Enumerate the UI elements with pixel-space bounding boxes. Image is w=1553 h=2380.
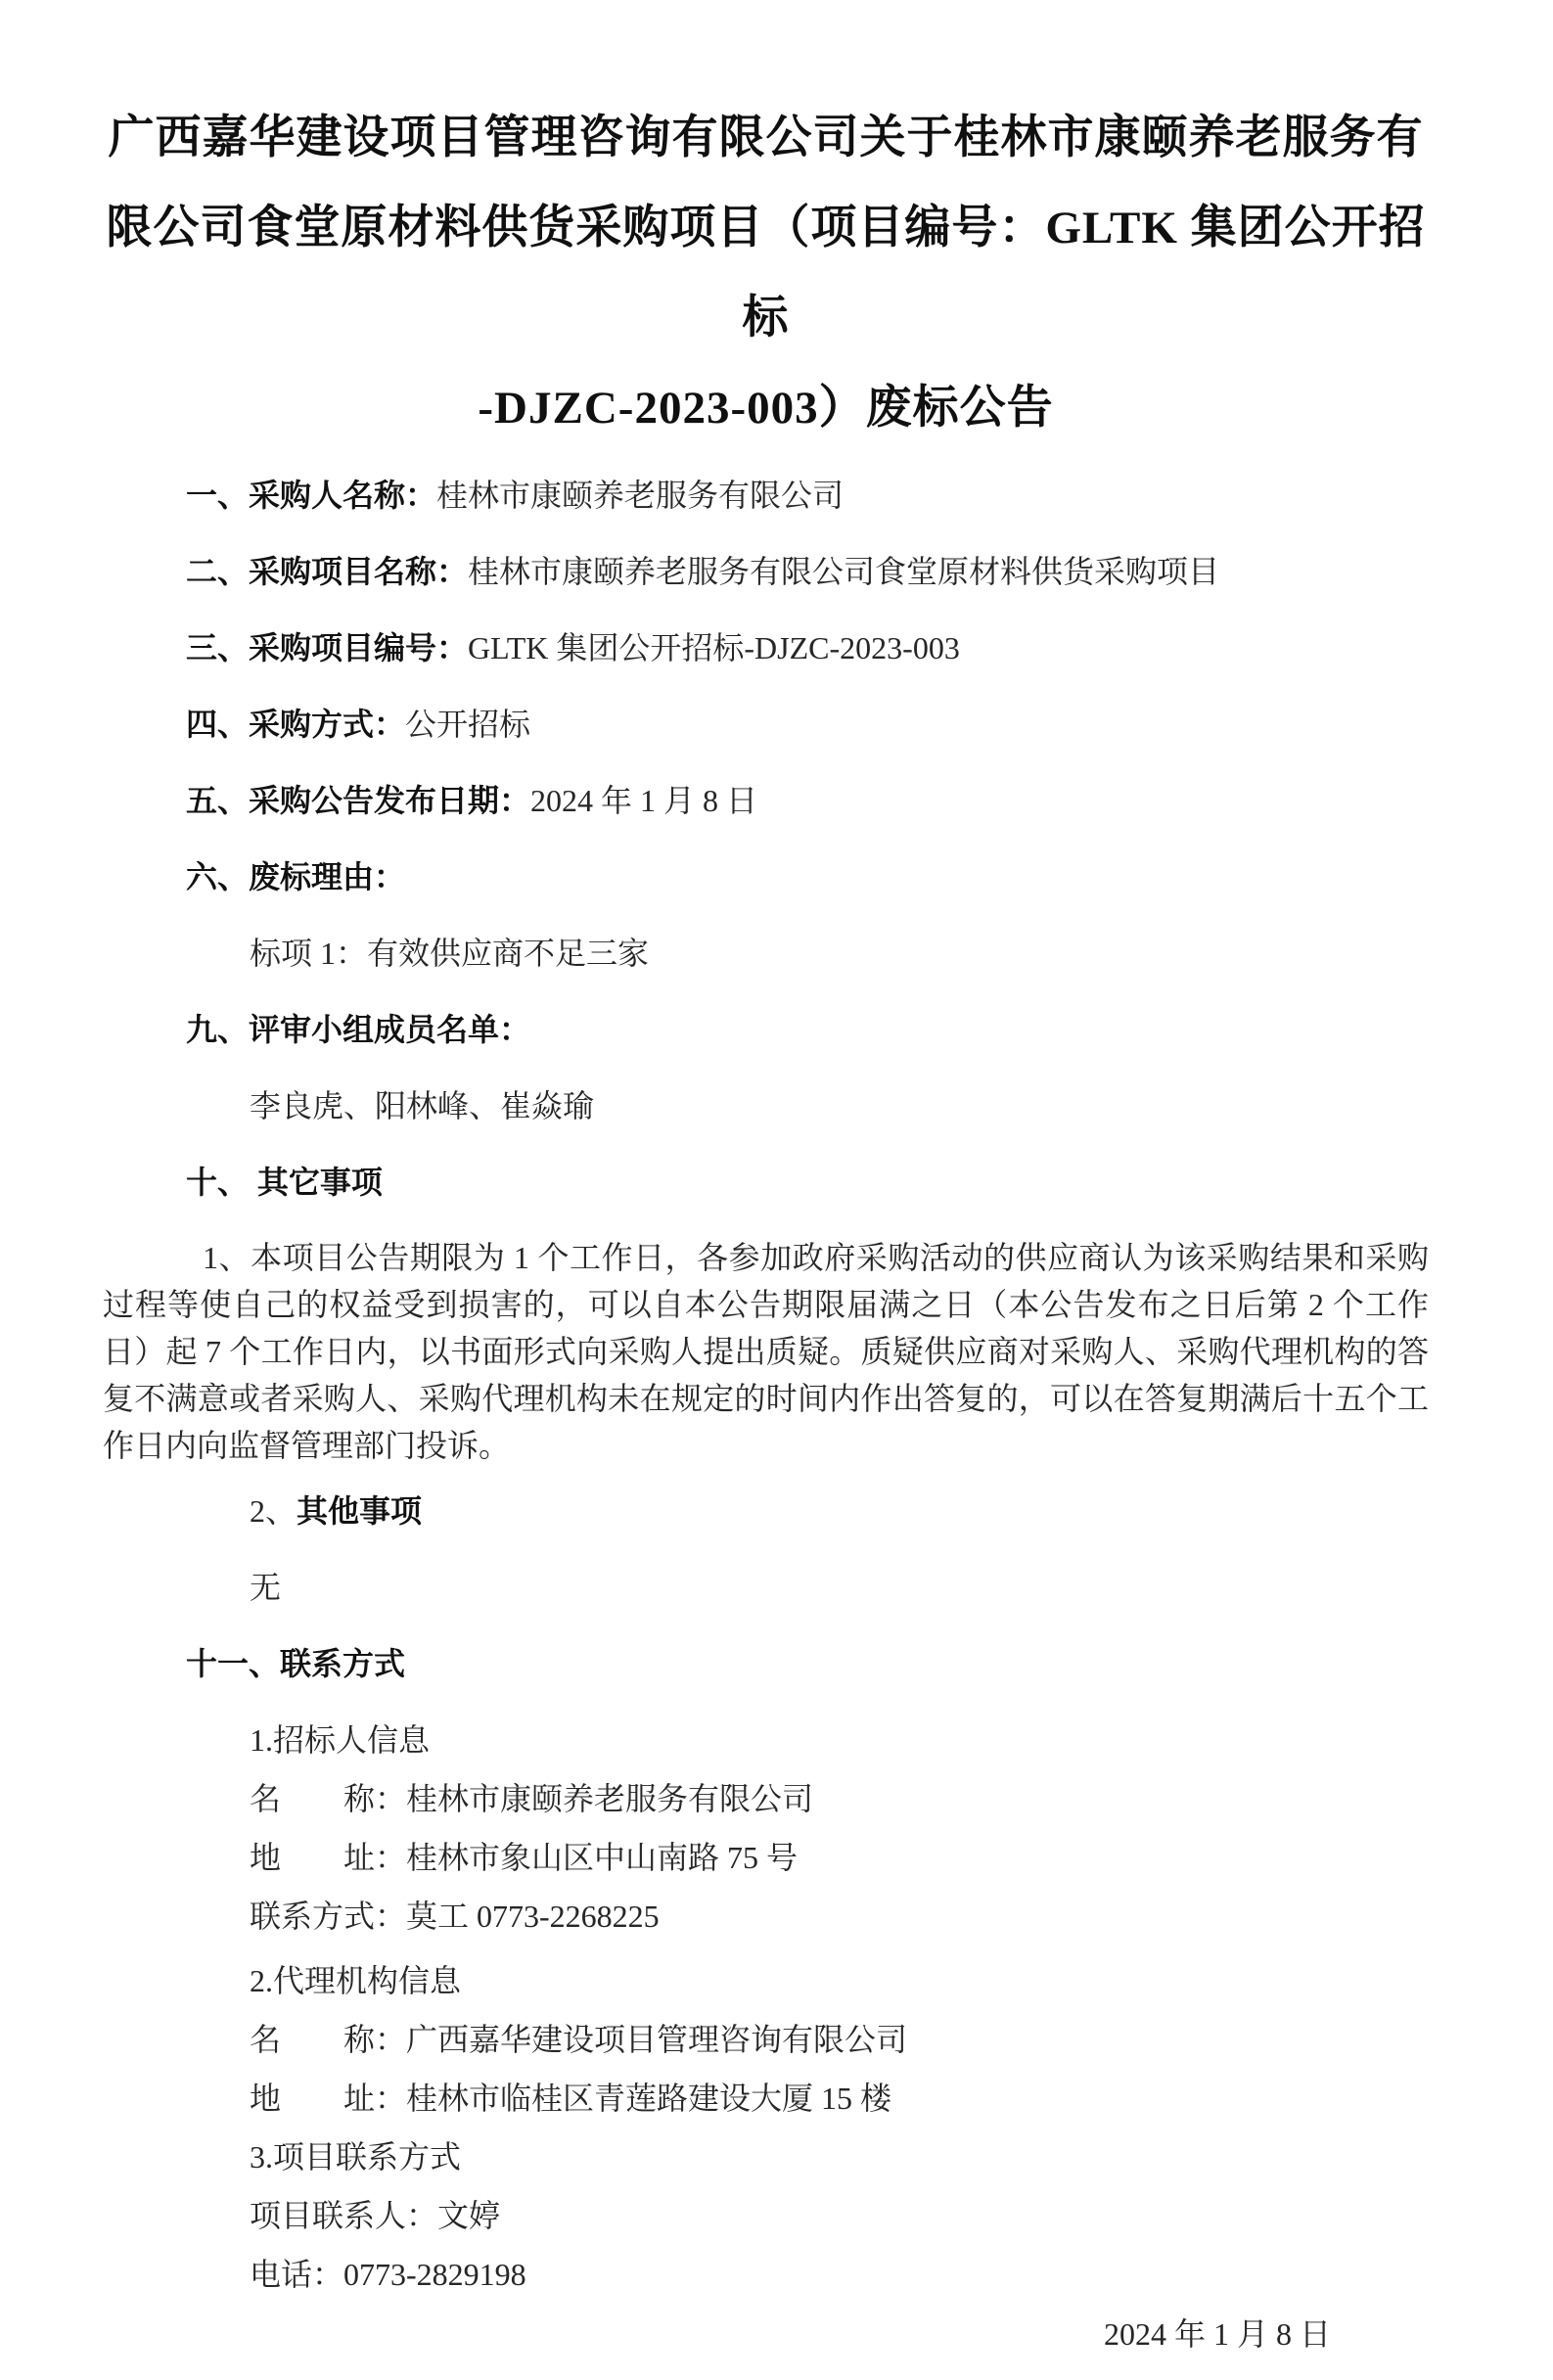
review-panel-heading xyxy=(186,1013,1429,1046)
project-name-value: 桂林市康颐养老服务有限公司食堂原材料供货采购项目 xyxy=(468,554,1220,589)
project-number-value: GLTK 集团公开招标-DJZC-2023-003 xyxy=(468,630,960,665)
item-project-number xyxy=(186,631,1429,664)
title-line-3: -DJZC-2023-003）废标公告 xyxy=(478,383,1054,434)
announce-date-value: 2024 年 1 月 8 日 xyxy=(530,783,758,818)
item-procurement-method xyxy=(186,708,1429,741)
agency-info-heading: 2.代理机构信息 xyxy=(250,1963,462,1998)
tenderer-name: 名 称：桂林市康颐养老服务有限公司 xyxy=(250,1781,814,1816)
tenderer-info-heading: 1.招标人信息 xyxy=(250,1722,431,1758)
item-project-name xyxy=(186,555,1429,588)
contact-label: 十一、联系方式 xyxy=(186,1646,406,1681)
review-panel-label: 九、评审小组成员名单： xyxy=(186,1012,531,1047)
item-announce-date xyxy=(186,784,1429,817)
reject-reason-label: 六、废标理由： xyxy=(186,859,406,894)
project-contact-heading: 3.项目联系方式 xyxy=(250,2139,462,2174)
title-line-1: 广西嘉华建设项目管理咨询有限公司关于桂林市康颐养老服务有 xyxy=(108,113,1424,163)
clause2-number: 2、 xyxy=(250,1493,297,1529)
document-title xyxy=(103,93,1429,453)
purchaser-name-label: 一、采购人名称： xyxy=(186,478,437,513)
other-matters-clause2 xyxy=(250,1494,1429,1528)
project-number-label: 三、采购项目编号： xyxy=(186,630,469,665)
other-matters-clause2-value: 无 xyxy=(250,1570,282,1605)
title-line-2: 限公司食堂原材料供货采购项目（项目编号：GLTK 集团公开招标 xyxy=(106,203,1426,343)
tenderer-phone: 联系方式：莫工 0773-2268225 xyxy=(250,1899,660,1934)
review-panel-members: 李良虎、阳林峰、崔焱瑜 xyxy=(250,1088,595,1123)
project-contact-person: 项目联系人：文婷 xyxy=(250,2198,501,2233)
footer-date: 2024 年 1 月 8 日 xyxy=(1103,2316,1331,2352)
tenderer-address: 地 址：桂林市象山区中山南路 75 号 xyxy=(250,1840,799,1875)
reject-reason-detail: 标项 1：有效供应商不足三家 xyxy=(250,936,650,971)
purchaser-name-value: 桂林市康颐养老服务有限公司 xyxy=(436,478,845,513)
item-purchaser-name xyxy=(186,479,1429,512)
agency-address: 地 址：桂林市临桂区青莲路建设大厦 15 楼 xyxy=(250,2081,892,2116)
announce-date-label: 五、采购公告发布日期： xyxy=(186,783,531,818)
agency-name: 名 称：广西嘉华建设项目管理咨询有限公司 xyxy=(250,2022,908,2057)
project-contact-phone: 电话：0773-2829198 xyxy=(250,2257,526,2292)
procurement-method-value: 公开招标 xyxy=(405,707,531,742)
other-matters-heading xyxy=(186,1166,1429,1199)
item-reject-reason-heading xyxy=(186,860,1429,893)
other-matters-label: 十、 其它事项 xyxy=(186,1165,383,1200)
project-name-label: 二、采购项目名称： xyxy=(186,554,469,589)
clause2-label: 其他事项 xyxy=(297,1493,423,1529)
other-matters-clause1: 1、本项目公告期限为 1 个工作日，各参加政府采购活动的供应商认为该采购结果和采购过程等使自己的权益受到损害的，可以自本公告期限届满之日（本公告发布之日后第 2 个工作日）起 7 个工作日内，以书面形式向采购人提出质疑。质疑供应商对采购人、采购代理机构的答复不满意或者采购人、采购代理机构未在规定的时间内作出答复的，可以在答复期满后十五个工作日内向监督管理部门投诉。 xyxy=(103,1240,1429,1463)
procurement-method-label: 四、采购方式： xyxy=(186,707,406,742)
contact-heading xyxy=(186,1647,1429,1680)
